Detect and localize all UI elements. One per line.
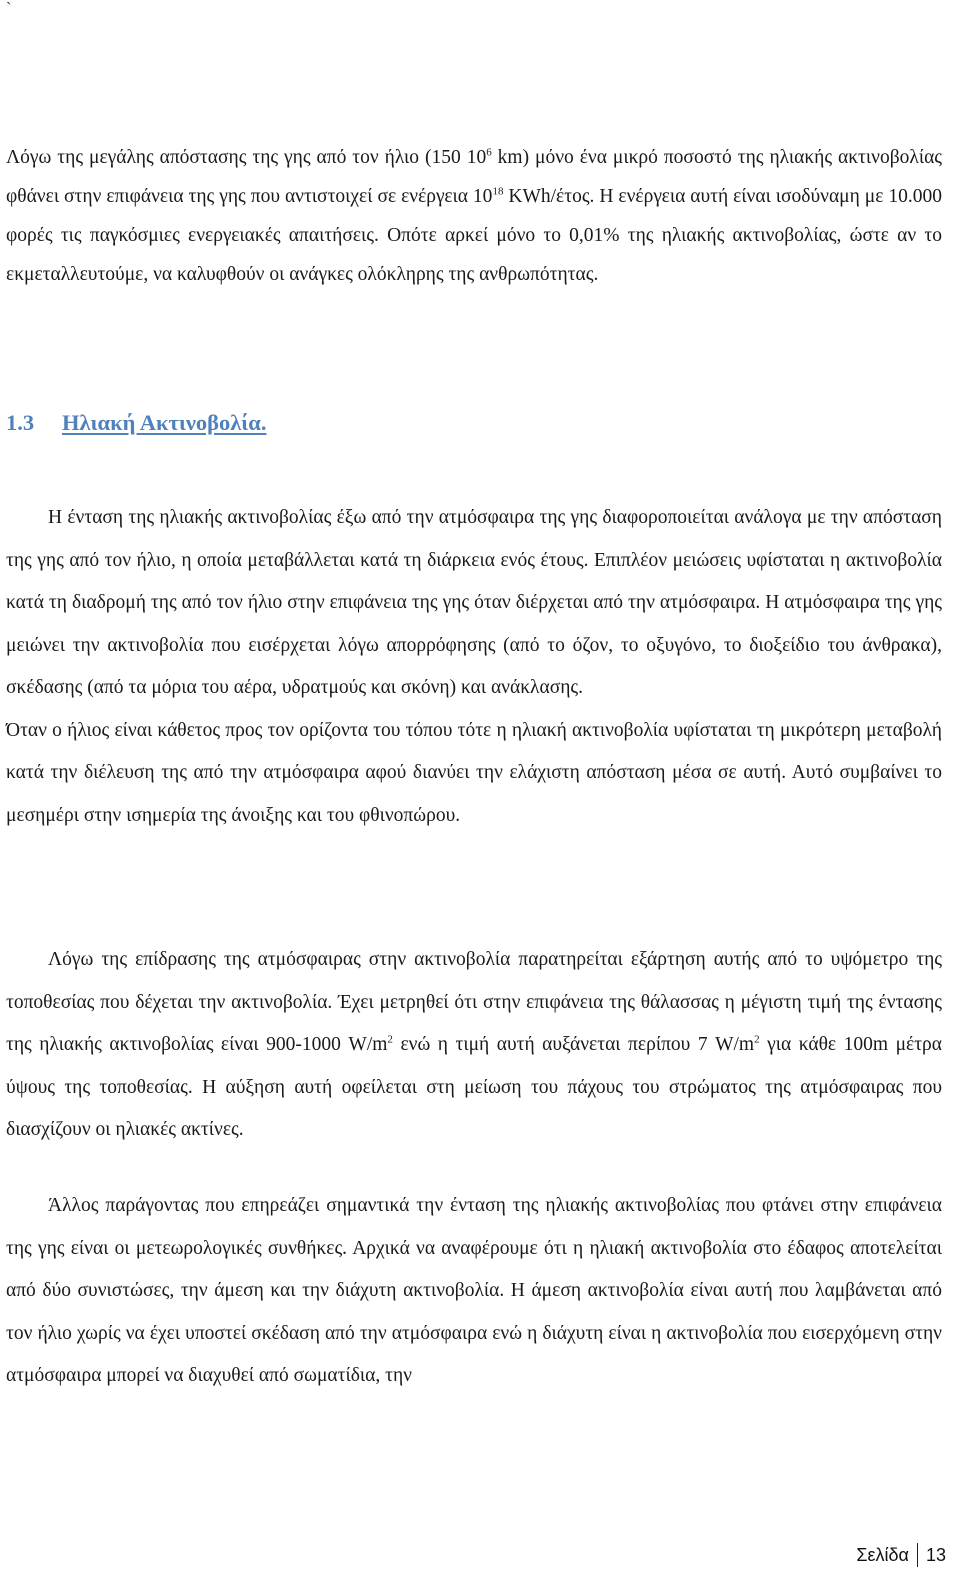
page-footer xyxy=(856,1543,946,1567)
paragraph-altitude-text-1: Λόγω της επίδρασης της ατμόσφαιρας στην ακτινοβολία παρατηρείται εξάρτηση αυτής από το υψόμετρο της τοποθεσίας που δέχεται την ακτινοβολία. Έχει μετρηθεί ότι στην επιφάνεια της θάλασσας η μέγιστη τιμή της έντασης της ηλιακής ακτινοβολίας είναι 900-1000 W/m xyxy=(6,949,942,1055)
section-number: 1.3 xyxy=(6,410,35,435)
paragraph-altitude-text-2: ενώ η τιμή αυτή αυξάνεται περίπου 7 W/m xyxy=(392,1034,755,1055)
footer-page-number: 13 xyxy=(925,1544,946,1565)
section-heading xyxy=(6,410,266,436)
paragraph-intro xyxy=(6,138,942,294)
superscript-exponent-6: 6 xyxy=(486,146,492,159)
footer-divider xyxy=(917,1543,918,1567)
paragraph-altitude xyxy=(6,939,942,1152)
paragraph-weather xyxy=(6,1185,942,1398)
paragraph-solar-intensity-continued: Όταν ο ήλιος είναι κάθετος προς τον ορίζοντα του τόπου τότε η ηλιακή ακτινοβολία υφίσταται τη μικρότερη μεταβολή κατά την διέλευση της από την ατμόσφαιρα αφού διανύει την ελάχιστη απόσταση μέσα σε αυτή. Αυτό συμβαίνει το μεσημέρι στην ισημερία της άνοιξης και του φθινοπώρου. xyxy=(6,719,942,826)
paragraph-altitude-text-3: για κάθε 100m μέτρα ύψους της τοποθεσίας. Η αύξηση αυτή οφείλεται στη μείωση του πάχους του στρώματος της ατμόσφαιρας που διασχίζουν οι ηλιακές ακτίνες. xyxy=(6,1034,943,1140)
superscript-exponent-18: 18 xyxy=(492,185,504,198)
superscript-squared-1: 2 xyxy=(387,1033,393,1046)
paragraph-solar-intensity-text: Η ένταση της ηλιακής ακτινοβολίας έξω από την ατμόσφαιρα της γης διαφοροποιείται ανάλογα με την απόσταση της γης από τον ήλιο, η οποία μεταβάλλεται κατά τη διάρκεια ενός έτους. Επιπλέον μειώσεις υφίσταται η ακτινοβολία κατά τη διαδρομή της από τον ήλιο στην επιφάνεια της γης όταν διέρχεται από την ατμόσφαιρα. Η ατμόσφαιρα της γης μειώνει την ακτινοβολία που εισέρχεται λόγω απορρόφησης (από το όζον, το οξυγόνο, το διοξείδιο του άνθρακα), σκέδασης (από τα μόρια του αέρα, υδρατμούς και σκόνη) και ανάκλασης. xyxy=(6,507,942,698)
superscript-squared-2: 2 xyxy=(754,1033,760,1046)
paragraph-intro-text-2: km) μόνο ένα μικρό ποσοστό της ηλιακής ακτινοβολίας φθάνει στην επιφάνεια της γης που αντιστοιχεί σε ενέργεια 10 xyxy=(6,147,943,207)
section-title: Ηλιακή Ακτινοβολία. xyxy=(62,410,267,435)
paragraph-intro-text-1: Λόγω της μεγάλης απόστασης της γης από τον ήλιο (150 10 xyxy=(6,147,487,168)
paragraph-intro-text-3: KWh/έτος. Η ενέργεια αυτή είναι ισοδύναμη με 10.000 φορές τις παγκόσμιες ενεργειακές απαιτήσεις. Οπότε αρκεί μόνο το 0,01% της ηλιακής ακτινοβολίας, ώστε αν το εκμεταλλευτούμε, να καλυφθούν οι ανάγκες ολόκληρης της ανθρωπότητας. xyxy=(6,186,942,285)
paragraph-weather-text: Άλλος παράγοντας που επηρεάζει σημαντικά την ένταση της ηλιακής ακτινοβολίας που φτάνει στην επιφάνεια της γης είναι οι μετεωρολογικές συνθήκες. Αρχικά να αναφέρουμε ότι η ηλιακή ακτινοβολία στο έδαφος αποτελείται από δύο συνιστώσες, την άμεση και την διάχυτη ακτινοβολία. Η άμεση ακτινοβολία είναι αυτή που λαμβάνεται από τον ήλιο χωρίς να έχει υποστεί σκέδαση από την ατμόσφαιρα ενώ η διάχυτη είναι η ακτινοβολία που εισερχόμενη στην ατμόσφαιρα μπορεί να διαχυθεί από σωματίδια, την xyxy=(6,1195,942,1386)
top-mark: ` xyxy=(6,0,12,17)
footer-page-label: Σελίδα xyxy=(856,1544,909,1565)
paragraph-solar-intensity xyxy=(6,497,942,837)
